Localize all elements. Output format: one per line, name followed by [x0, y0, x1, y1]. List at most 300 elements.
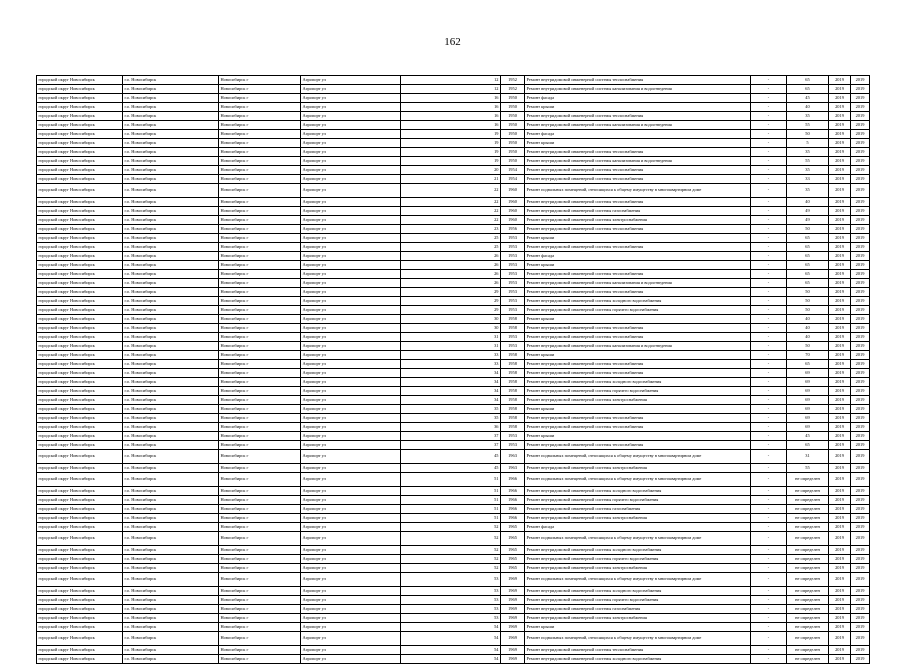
work-type-cell: Ремонт внутридомовой инженерной системы теплоснабжения [525, 166, 751, 175]
district-cell: г.о. Новосибирск [123, 587, 219, 596]
cost-cell: не определен [787, 655, 829, 664]
municipality-cell: городской округ Новосибирск [37, 473, 123, 487]
dash-cell: - [751, 85, 787, 94]
table-row [37, 596, 870, 605]
city-cell: Новосибирск г [219, 121, 301, 130]
work-type-cell: Ремонт внутридомовой инженерной системы электроснабжения [525, 614, 751, 623]
district-cell: г.о. Новосибирск [123, 288, 219, 297]
district-cell: г.о. Новосибирск [123, 184, 219, 198]
end-year-cell: 2019 [851, 270, 870, 279]
district-cell: г.о. Новосибирск [123, 243, 219, 252]
district-cell: г.о. Новосибирск [123, 464, 219, 473]
work-type-cell: Ремонт внутридомовой инженерной системы горячего водоснабжения [525, 387, 751, 396]
table-row [37, 225, 870, 234]
build-year-cell: 1965 [501, 555, 525, 564]
district-cell: г.о. Новосибирск [123, 655, 219, 664]
municipality-cell: городской округ Новосибирск [37, 546, 123, 555]
city-cell: Новосибирск г [219, 243, 301, 252]
cost-cell: не определен [787, 473, 829, 487]
build-year-cell: 1958 [501, 378, 525, 387]
table-row [37, 632, 870, 646]
work-type-cell: Ремонт внутридомовой инженерной системы холодного водоснабжения [525, 546, 751, 555]
dash-cell: - [751, 225, 787, 234]
house-number-cell: 53 [401, 614, 501, 623]
cost-cell: не определен [787, 632, 829, 646]
municipality-cell: городской округ Новосибирск [37, 387, 123, 396]
work-type-cell: Ремонт внутридомовой инженерной системы теплоснабжения [525, 76, 751, 85]
house-number-cell: 31 [401, 333, 501, 342]
municipality-cell: городской округ Новосибирск [37, 225, 123, 234]
build-year-cell: 1958 [501, 324, 525, 333]
cost-cell: 69 [787, 369, 829, 378]
street-cell: Аэропорт ул [301, 297, 401, 306]
work-type-cell: Ремонт внутридомовой инженерной системы электроснабжения [525, 396, 751, 405]
street-cell: Аэропорт ул [301, 523, 401, 532]
house-number-cell: 36 [401, 423, 501, 432]
work-type-cell: Ремонт внутридомовой инженерной системы теплоснабжения [525, 270, 751, 279]
work-type-cell: Ремонт подвальных помещений, относящихся к общему имуществу в многоквартирном доме [525, 450, 751, 464]
municipality-cell: городской округ Новосибирск [37, 532, 123, 546]
work-type-cell: Ремонт подвальных помещений, относящихся к общему имуществу в многоквартирном доме [525, 473, 751, 487]
street-cell: Аэропорт ул [301, 555, 401, 564]
municipality-cell: городской округ Новосибирск [37, 130, 123, 139]
page-number: 162 [444, 36, 461, 48]
city-cell: Новосибирск г [219, 279, 301, 288]
work-type-cell: Ремонт внутридомовой инженерной системы горячего водоснабжения [525, 596, 751, 605]
work-type-cell: Ремонт внутридомовой инженерной системы канализования и водоотведения [525, 157, 751, 166]
city-cell: Новосибирск г [219, 505, 301, 514]
table-row [37, 655, 870, 664]
start-year-cell: 2019 [829, 596, 851, 605]
house-number-cell: 12 [401, 85, 501, 94]
municipality-cell: городской округ Новосибирск [37, 243, 123, 252]
cost-cell: 35 [787, 112, 829, 121]
build-year-cell: 1960 [501, 207, 525, 216]
table-row [37, 333, 870, 342]
street-cell: Аэропорт ул [301, 175, 401, 184]
build-year-cell: 1969 [501, 623, 525, 632]
street-cell: Аэропорт ул [301, 423, 401, 432]
district-cell: г.о. Новосибирск [123, 423, 219, 432]
start-year-cell: 2019 [829, 369, 851, 378]
house-number-cell: 16 [401, 121, 501, 130]
city-cell: Новосибирск г [219, 546, 301, 555]
city-cell: Новосибирск г [219, 306, 301, 315]
municipality-cell: городской округ Новосибирск [37, 103, 123, 112]
build-year-cell: 1960 [501, 198, 525, 207]
work-type-cell: Ремонт внутридомовой инженерной системы газоснабжения [525, 505, 751, 514]
dash-cell: - [751, 175, 787, 184]
municipality-cell: городской округ Новосибирск [37, 184, 123, 198]
build-year-cell: 1958 [501, 414, 525, 423]
dash-cell: - [751, 646, 787, 655]
dash-cell: - [751, 139, 787, 148]
start-year-cell: 2019 [829, 252, 851, 261]
table-row [37, 216, 870, 225]
end-year-cell: 2019 [851, 85, 870, 94]
end-year-cell: 2019 [851, 166, 870, 175]
house-number-cell: 52 [401, 564, 501, 573]
municipality-cell: городской округ Новосибирск [37, 198, 123, 207]
end-year-cell: 2019 [851, 225, 870, 234]
dash-cell: - [751, 450, 787, 464]
build-year-cell: 1965 [501, 532, 525, 546]
dash-cell: - [751, 279, 787, 288]
start-year-cell: 2019 [829, 175, 851, 184]
municipality-cell: городской округ Новосибирск [37, 450, 123, 464]
cost-cell: 65 [787, 360, 829, 369]
house-number-cell: 19 [401, 148, 501, 157]
street-cell: Аэропорт ул [301, 360, 401, 369]
cost-cell: не определен [787, 587, 829, 596]
street-cell: Аэропорт ул [301, 198, 401, 207]
district-cell: г.о. Новосибирск [123, 487, 219, 496]
table-body [37, 76, 870, 664]
end-year-cell: 2019 [851, 655, 870, 664]
street-cell: Аэропорт ул [301, 396, 401, 405]
dash-cell: - [751, 464, 787, 473]
build-year-cell: 1966 [501, 496, 525, 505]
cost-cell: 35 [787, 184, 829, 198]
start-year-cell: 2019 [829, 288, 851, 297]
cost-cell: 50 [787, 225, 829, 234]
cost-cell: 40 [787, 333, 829, 342]
municipality-cell: городской округ Новосибирск [37, 139, 123, 148]
cost-cell: 49 [787, 207, 829, 216]
end-year-cell: 2019 [851, 351, 870, 360]
cost-cell: 65 [787, 76, 829, 85]
build-year-cell: 1952 [501, 85, 525, 94]
table-row [37, 85, 870, 94]
municipality-cell: городской округ Новосибирск [37, 112, 123, 121]
cost-cell: не определен [787, 596, 829, 605]
street-cell: Аэропорт ул [301, 103, 401, 112]
street-cell: Аэропорт ул [301, 573, 401, 587]
end-year-cell: 2019 [851, 596, 870, 605]
dash-cell: - [751, 432, 787, 441]
repair-register-table [36, 75, 870, 664]
cost-cell: 35 [787, 166, 829, 175]
dash-cell: - [751, 76, 787, 85]
municipality-cell: городской округ Новосибирск [37, 369, 123, 378]
work-type-cell: Ремонт крыши [525, 261, 751, 270]
municipality-cell: городской округ Новосибирск [37, 414, 123, 423]
cost-cell: не определен [787, 496, 829, 505]
cost-cell: 45 [787, 432, 829, 441]
cost-cell: не определен [787, 505, 829, 514]
house-number-cell: 20 [401, 166, 501, 175]
build-year-cell: 1958 [501, 396, 525, 405]
house-number-cell: 35 [401, 405, 501, 414]
municipality-cell: городской округ Новосибирск [37, 646, 123, 655]
house-number-cell: 26 [401, 279, 501, 288]
municipality-cell: городской округ Новосибирск [37, 564, 123, 573]
table-row [37, 546, 870, 555]
work-type-cell: Ремонт внутридомовой инженерной системы холодного водоснабжения [525, 655, 751, 664]
start-year-cell: 2019 [829, 555, 851, 564]
table-row [37, 378, 870, 387]
table-row [37, 157, 870, 166]
district-cell: г.о. Новосибирск [123, 94, 219, 103]
work-type-cell: Ремонт внутридомовой инженерной системы холодного водоснабжения [525, 297, 751, 306]
house-number-cell: 25 [401, 234, 501, 243]
start-year-cell: 2019 [829, 605, 851, 614]
street-cell: Аэропорт ул [301, 614, 401, 623]
table-row [37, 261, 870, 270]
district-cell: г.о. Новосибирск [123, 378, 219, 387]
end-year-cell: 2019 [851, 333, 870, 342]
dash-cell: - [751, 157, 787, 166]
build-year-cell: 1952 [501, 76, 525, 85]
city-cell: Новосибирск г [219, 473, 301, 487]
table-row [37, 184, 870, 198]
table-row [37, 605, 870, 614]
city-cell: Новосибирск г [219, 288, 301, 297]
build-year-cell: 1969 [501, 596, 525, 605]
city-cell: Новосибирск г [219, 596, 301, 605]
dash-cell: - [751, 103, 787, 112]
build-year-cell: 1960 [501, 216, 525, 225]
district-cell: г.о. Новосибирск [123, 85, 219, 94]
build-year-cell: 1958 [501, 387, 525, 396]
build-year-cell: 1965 [501, 564, 525, 573]
end-year-cell: 2019 [851, 315, 870, 324]
work-type-cell: Ремонт внутридомовой инженерной системы горячего водоснабжения [525, 555, 751, 564]
city-cell: Новосибирск г [219, 423, 301, 432]
municipality-cell: городской округ Новосибирск [37, 396, 123, 405]
end-year-cell: 2019 [851, 306, 870, 315]
table-row [37, 614, 870, 623]
table-row [37, 555, 870, 564]
table-row [37, 252, 870, 261]
city-cell: Новосибирск г [219, 297, 301, 306]
dash-cell: - [751, 324, 787, 333]
build-year-cell: 1966 [501, 487, 525, 496]
end-year-cell: 2019 [851, 94, 870, 103]
work-type-cell: Ремонт внутридомовой инженерной системы теплоснабжения [525, 360, 751, 369]
dash-cell: - [751, 655, 787, 664]
city-cell: Новосибирск г [219, 532, 301, 546]
table-row [37, 130, 870, 139]
municipality-cell: городской округ Новосибирск [37, 405, 123, 414]
table-row [37, 76, 870, 85]
house-number-cell: 26 [401, 270, 501, 279]
house-number-cell: 53 [401, 587, 501, 596]
municipality-cell: городской округ Новосибирск [37, 623, 123, 632]
work-type-cell: Ремонт внутридомовой инженерной системы теплоснабжения [525, 148, 751, 157]
house-number-cell: 34 [401, 378, 501, 387]
end-year-cell: 2019 [851, 342, 870, 351]
street-cell: Аэропорт ул [301, 623, 401, 632]
dash-cell: - [751, 333, 787, 342]
district-cell: г.о. Новосибирск [123, 555, 219, 564]
house-number-cell: 52 [401, 546, 501, 555]
work-type-cell: Ремонт внутридомовой инженерной системы электроснабжения [525, 216, 751, 225]
municipality-cell: городской округ Новосибирск [37, 587, 123, 596]
table-row [37, 432, 870, 441]
start-year-cell: 2019 [829, 532, 851, 546]
start-year-cell: 2019 [829, 261, 851, 270]
end-year-cell: 2019 [851, 324, 870, 333]
street-cell: Аэропорт ул [301, 387, 401, 396]
district-cell: г.о. Новосибирск [123, 198, 219, 207]
build-year-cell: 1969 [501, 646, 525, 655]
end-year-cell: 2019 [851, 198, 870, 207]
district-cell: г.о. Новосибирск [123, 103, 219, 112]
end-year-cell: 2019 [851, 261, 870, 270]
start-year-cell: 2019 [829, 414, 851, 423]
district-cell: г.о. Новосибирск [123, 207, 219, 216]
house-number-cell: 26 [401, 252, 501, 261]
district-cell: г.о. Новосибирск [123, 369, 219, 378]
city-cell: Новосибирск г [219, 655, 301, 664]
work-type-cell: Ремонт внутридомовой инженерной системы канализования и водоотведения [525, 121, 751, 130]
house-number-cell: 21 [401, 175, 501, 184]
work-type-cell: Ремонт внутридомовой инженерной системы теплоснабжения [525, 414, 751, 423]
work-type-cell: Ремонт крыши [525, 623, 751, 632]
city-cell: Новосибирск г [219, 225, 301, 234]
start-year-cell: 2019 [829, 306, 851, 315]
cost-cell: 50 [787, 306, 829, 315]
cost-cell: 35 [787, 148, 829, 157]
end-year-cell: 2019 [851, 360, 870, 369]
house-number-cell: 33 [401, 351, 501, 360]
dash-cell: - [751, 387, 787, 396]
dash-cell: - [751, 288, 787, 297]
work-type-cell: Ремонт крыши [525, 432, 751, 441]
municipality-cell: городской округ Новосибирск [37, 632, 123, 646]
street-cell: Аэропорт ул [301, 378, 401, 387]
work-type-cell: Ремонт внутридомовой инженерной системы электроснабжения [525, 464, 751, 473]
house-number-cell: 52 [401, 532, 501, 546]
city-cell: Новосибирск г [219, 496, 301, 505]
work-type-cell: Ремонт внутридомовой инженерной системы теплоснабжения [525, 333, 751, 342]
end-year-cell: 2019 [851, 414, 870, 423]
city-cell: Новосибирск г [219, 148, 301, 157]
house-number-cell: 52 [401, 523, 501, 532]
municipality-cell: городской округ Новосибирск [37, 288, 123, 297]
street-cell: Аэропорт ул [301, 252, 401, 261]
district-cell: г.о. Новосибирск [123, 225, 219, 234]
dash-cell: - [751, 623, 787, 632]
start-year-cell: 2019 [829, 139, 851, 148]
cost-cell: 70 [787, 351, 829, 360]
build-year-cell: 1950 [501, 94, 525, 103]
municipality-cell: городской округ Новосибирск [37, 360, 123, 369]
start-year-cell: 2019 [829, 623, 851, 632]
house-number-cell: 37 [401, 441, 501, 450]
build-year-cell: 1969 [501, 587, 525, 596]
cost-cell: 49 [787, 216, 829, 225]
cost-cell: 65 [787, 270, 829, 279]
start-year-cell: 2019 [829, 315, 851, 324]
end-year-cell: 2019 [851, 632, 870, 646]
work-type-cell: Ремонт внутридомовой инженерной системы теплоснабжения [525, 441, 751, 450]
build-year-cell: 1950 [501, 121, 525, 130]
city-cell: Новосибирск г [219, 324, 301, 333]
build-year-cell: 1965 [501, 523, 525, 532]
end-year-cell: 2019 [851, 396, 870, 405]
municipality-cell: городской округ Новосибирск [37, 279, 123, 288]
work-type-cell: Ремонт внутридомовой инженерной системы теплоснабжения [525, 423, 751, 432]
district-cell: г.о. Новосибирск [123, 261, 219, 270]
municipality-cell: городской округ Новосибирск [37, 555, 123, 564]
start-year-cell: 2019 [829, 441, 851, 450]
dash-cell: - [751, 369, 787, 378]
work-type-cell: Ремонт внутридомовой инженерной системы теплоснабжения [525, 646, 751, 655]
city-cell: Новосибирск г [219, 351, 301, 360]
table-row [37, 342, 870, 351]
house-number-cell: 34 [401, 369, 501, 378]
city-cell: Новосибирск г [219, 85, 301, 94]
district-cell: г.о. Новосибирск [123, 564, 219, 573]
work-type-cell: Ремонт подвальных помещений, относящихся к общему имуществу в многоквартирном доме [525, 184, 751, 198]
street-cell: Аэропорт ул [301, 139, 401, 148]
dash-cell: - [751, 166, 787, 175]
cost-cell: 50 [787, 130, 829, 139]
table-row [37, 646, 870, 655]
cost-cell: не определен [787, 623, 829, 632]
street-cell: Аэропорт ул [301, 605, 401, 614]
house-number-cell: 54 [401, 655, 501, 664]
house-number-cell: 34 [401, 387, 501, 396]
municipality-cell: городской округ Новосибирск [37, 121, 123, 130]
street-cell: Аэропорт ул [301, 85, 401, 94]
start-year-cell: 2019 [829, 184, 851, 198]
street-cell: Аэропорт ул [301, 351, 401, 360]
house-number-cell: 37 [401, 432, 501, 441]
end-year-cell: 2019 [851, 103, 870, 112]
end-year-cell: 2019 [851, 405, 870, 414]
start-year-cell: 2019 [829, 198, 851, 207]
district-cell: г.о. Новосибирск [123, 632, 219, 646]
city-cell: Новосибирск г [219, 175, 301, 184]
dash-cell: - [751, 234, 787, 243]
dash-cell: - [751, 564, 787, 573]
city-cell: Новосибирск г [219, 396, 301, 405]
house-number-cell: 54 [401, 623, 501, 632]
city-cell: Новосибирск г [219, 216, 301, 225]
work-type-cell: Ремонт внутридомовой инженерной системы газоснабжения [525, 605, 751, 614]
city-cell: Новосибирск г [219, 166, 301, 175]
street-cell: Аэропорт ул [301, 166, 401, 175]
municipality-cell: городской округ Новосибирск [37, 464, 123, 473]
table-row [37, 387, 870, 396]
house-number-cell: 45 [401, 464, 501, 473]
cost-cell: 69 [787, 378, 829, 387]
end-year-cell: 2019 [851, 121, 870, 130]
cost-cell: 33 [787, 175, 829, 184]
city-cell: Новосибирск г [219, 184, 301, 198]
city-cell: Новосибирск г [219, 360, 301, 369]
district-cell: г.о. Новосибирск [123, 175, 219, 184]
district-cell: г.о. Новосибирск [123, 605, 219, 614]
start-year-cell: 2019 [829, 342, 851, 351]
district-cell: г.о. Новосибирск [123, 148, 219, 157]
start-year-cell: 2019 [829, 234, 851, 243]
end-year-cell: 2019 [851, 243, 870, 252]
start-year-cell: 2019 [829, 243, 851, 252]
district-cell: г.о. Новосибирск [123, 121, 219, 130]
house-number-cell: 16 [401, 112, 501, 121]
city-cell: Новосибирск г [219, 587, 301, 596]
district-cell: г.о. Новосибирск [123, 279, 219, 288]
district-cell: г.о. Новосибирск [123, 234, 219, 243]
district-cell: г.о. Новосибирск [123, 76, 219, 85]
city-cell: Новосибирск г [219, 605, 301, 614]
house-number-cell: 25 [401, 243, 501, 252]
city-cell: Новосибирск г [219, 369, 301, 378]
